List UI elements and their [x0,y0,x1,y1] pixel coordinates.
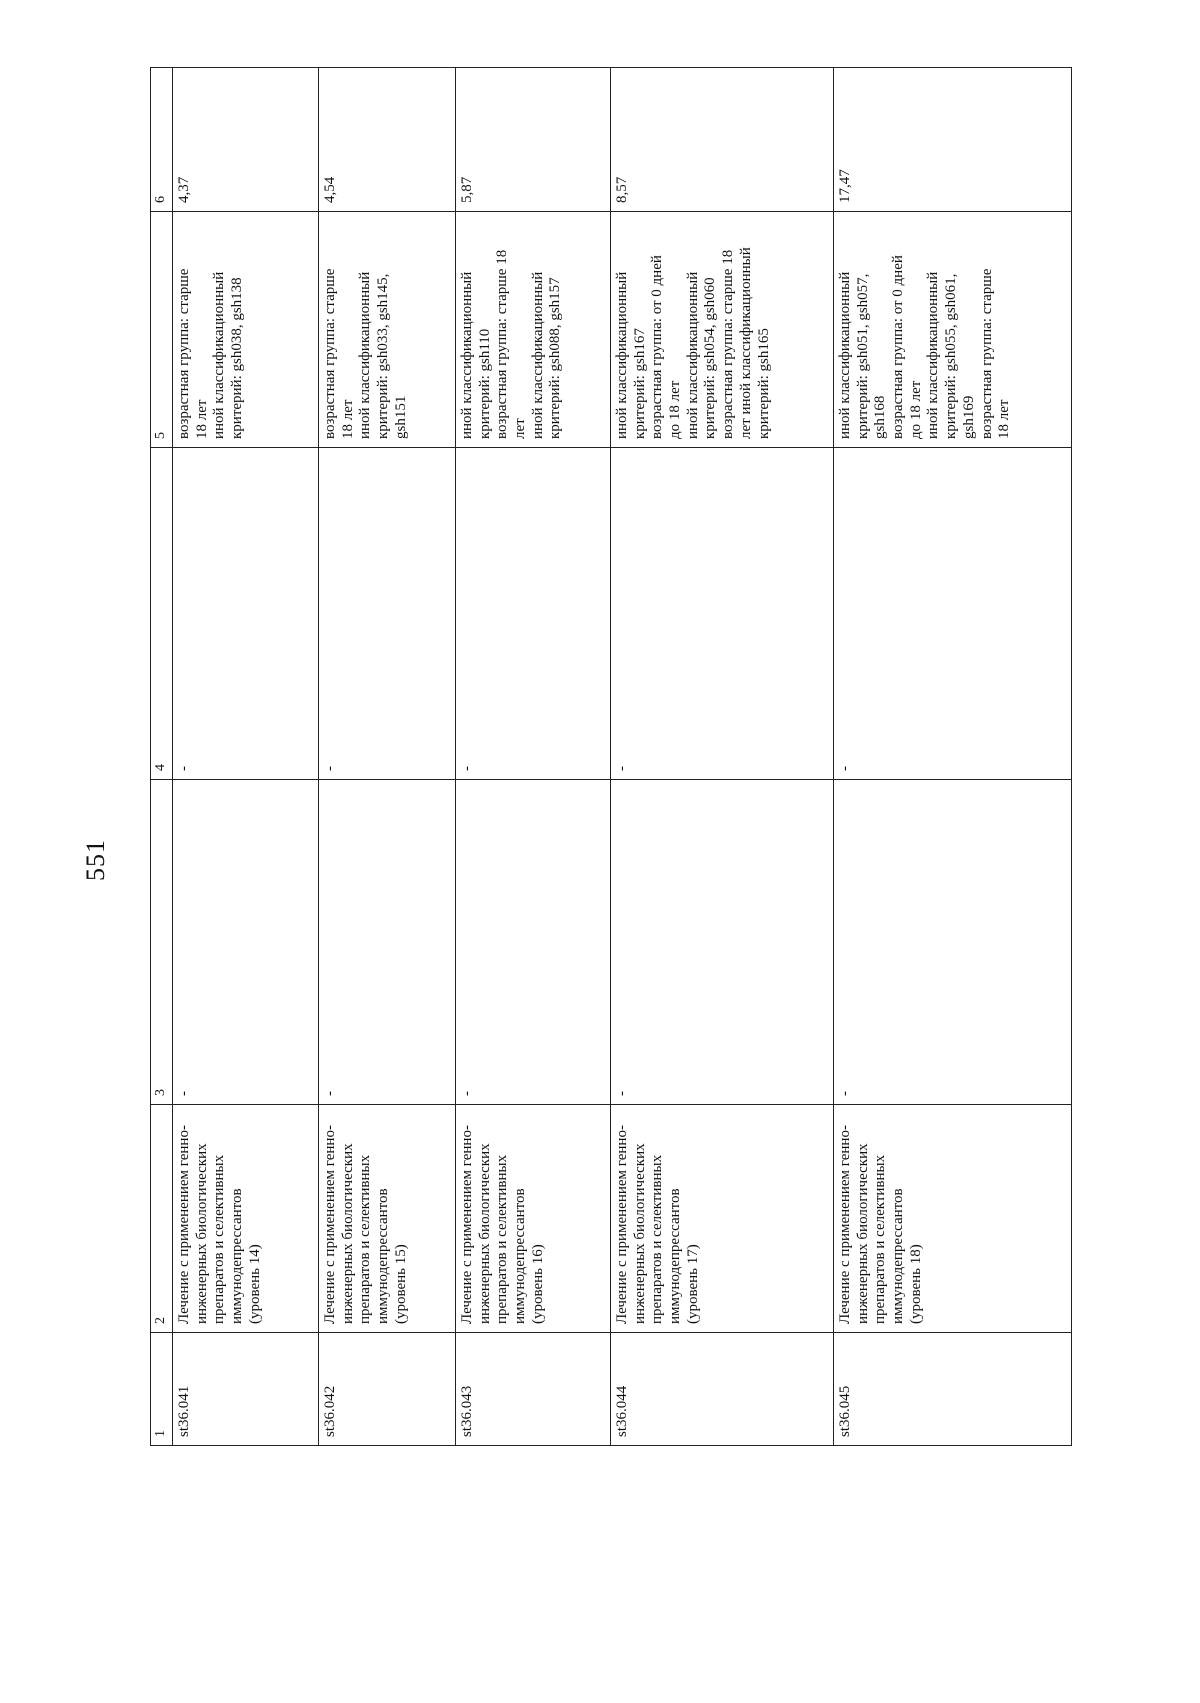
header-col-6: 6 [151,68,173,212]
row-name: Лечение с применением генно- инженерных биологических препаратов и селективных иммунодепрессантов (уровень 16) [456,1105,611,1333]
row-code: st36.042 [319,1333,456,1446]
header-col-5: 5 [151,212,173,448]
row-col4: - [173,448,319,780]
header-col-1: 1 [151,1333,173,1446]
table-row [611,68,834,1446]
row-criteria: иной классификационный критерий: gsh051, gsh057, gsh168 возрастная группа: от 0 дней до 18 лет иной классификационный критерий: gsh055, gsh061, gsh169 возрастная группа: старше 18 лет [834,212,1072,448]
row-col3: - [611,780,834,1105]
row-code: st36.043 [456,1333,611,1446]
row-col4: - [834,448,1072,780]
table-row [834,68,1072,1446]
page-number: 551 [81,839,110,881]
row-coefficient: 4,37 [173,68,319,212]
row-col4: - [319,448,456,780]
row-criteria: возрастная группа: старше 18 лет иной классификационный критерий: gsh033, gsh145, gsh151 [319,212,456,448]
row-criteria: иной классификационный критерий: gsh167 возрастная группа: от 0 дней до 18 лет иной классификационный критерий: gsh054, gsh060 возрастная группа: старше 18 лет иной классификационный критерий: gsh165 [611,212,834,448]
row-col4: - [456,448,611,780]
row-code: st36.041 [173,1333,319,1446]
row-code: st36.045 [834,1333,1072,1446]
row-criteria: иной классификационный критерий: gsh110 возрастная группа: старше 18 лет иной классификационный критерий: gsh088, gsh157 [456,212,611,448]
header-col-3: 3 [151,780,173,1105]
table-row [319,68,456,1446]
table-row [173,68,319,1446]
header-col-4: 4 [151,448,173,780]
row-coefficient: 8,57 [611,68,834,212]
row-coefficient: 4,54 [319,68,456,212]
row-coefficient: 17,47 [834,68,1072,212]
row-criteria: возрастная группа: старше 18 лет иной классификационный критерий: gsh038, gsh138 [173,212,319,448]
row-name: Лечение с применением генно- инженерных биологических препаратов и селективных иммунодепрессантов (уровень 18) [834,1105,1072,1333]
row-col3: - [456,780,611,1105]
row-name: Лечение с применением генно- инженерных биологических препаратов и селективных иммунодепрессантов (уровень 15) [319,1105,456,1333]
row-name: Лечение с применением генно- инженерных биологических препаратов и селективных иммунодепрессантов (уровень 17) [611,1105,834,1333]
row-col3: - [173,780,319,1105]
rotated-table-container [150,68,1070,1446]
row-coefficient: 5,87 [456,68,611,212]
header-col-2: 2 [151,1105,173,1333]
row-col3: - [319,780,456,1105]
row-name: Лечение с применением генно- инженерных биологических препаратов и селективных иммунодепрессантов (уровень 14) [173,1105,319,1333]
row-col4: - [611,448,834,780]
tariff-table [150,67,1072,1446]
row-code: st36.044 [611,1333,834,1446]
table-row [456,68,611,1446]
row-col3: - [834,780,1072,1105]
header-row [151,68,173,1446]
